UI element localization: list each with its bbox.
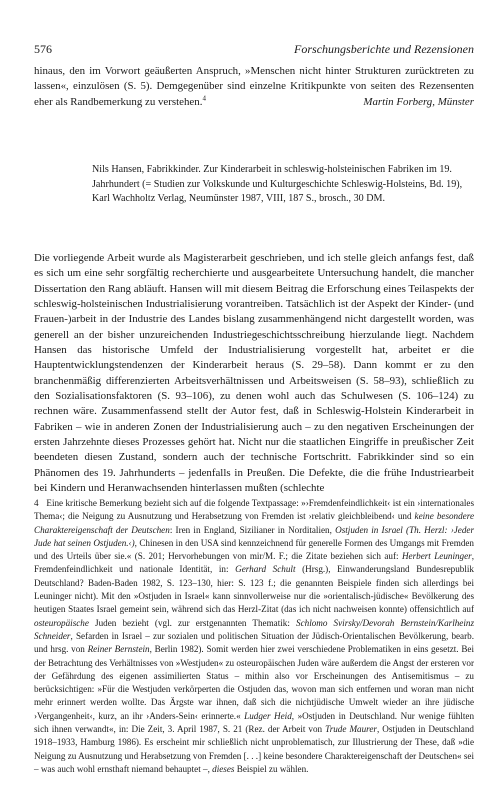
running-title: Forschungsberichte und Rezensionen xyxy=(294,42,474,56)
page-number: 576 xyxy=(34,42,52,56)
book-citation: Nils Hansen, Fabrikkinder. Zur Kinderarbeit in schleswig-holsteinischen Fabriken im 19. Jahrhundert (= Studien zur Volkskunde und Kulturgeschichte Schleswig-Holsteins, Bd. 19), Karl Wachholtz Verlag, Neumünster 1987, VIII, 187 S., brosch., 30 DM. xyxy=(92,164,463,205)
reviewer-signature: Martin Forberg, Münster xyxy=(363,95,474,108)
footnote-segment: , Sefarden in Israel – zur sozialen und politischen Situation der Jüdisch-Orientalischen Bevölkerung, bearb. und hrsg. von xyxy=(34,630,474,655)
previous-review-text: hinaus, den im Vorwort geäußerten Anspruch, »Menschen nicht hinter Strukturen zurücktreten zu lassen«, einzulösen (S. 5). Demgegenüber sind einzelne Kritikpunkte von seiten des Rezensenten eher als Randbemerkung zu verstehen. xyxy=(34,65,474,108)
footnote-segment: , Ostjuden in Deutschland 1918–1933, Hamburg 1986). Es erscheint mir schließlich nicht unproblematisch, zur Illustrierung der These, daß »die Neigung zu Ausnutzung und Herabsetzung von Fremden [. . .] keine besondere Charaktereigenschaft der Deutschen« sei – was auch wohl ernsthaft niemand behauptet –, xyxy=(34,724,474,774)
review-body: Die vorliegende Arbeit wurde als Magisterarbeit geschrieben, und ich stelle gleich anfangs fest, daß es sich um eine sehr sorgfältig recherchierte und ausgearbeitete Untersuchung handelt, die mancher Dissertation den Rang abläuft. Hansen will mit diesem Beitrag die Erforschung eines Teilaspekts der schleswig-holsteinischen Industrialisierung vorantreiben. Tatsächlich ist der Aspekt der Kinder- (und Frauen-)arbeit in der Industrie des Landes bislang zusammenhängend nicht dargestellt worden, was generell an der bisher unzureichenden Industriegeschichtsschreibung hierzulande liegt. Nachdem Hansen das historische Umfeld der Industrialisierung vorgestellt hat, arbeitet er die Hauptentwicklungstendenzen der Kinderarbeit heraus (S. 29–58). Dann kommt er zu den branchenmäßig differenzierten Arbeitsverhältnissen und Arbeitsweisen (S. 58–93), schließlich zu den Sozialisationsfaktoren (S. 93–106), zu denen wohl auch das Schulwesen (S. 106–124) zu rechnen wäre. Zusammenfassend stellt der Autor fest, daß in Schleswig-Holstein Kinderarbeit in Fabriken – wie in anderen Zonen der Industrialisierung auch – zu den negativen Erscheinungen der ersten Jahrzehnte dieses Prozesses gehört hat. Nicht nur die staatlichen Eingriffe in preußischer Zeit beendeten diesen Zustand, sondern auch der technische Fortschritt. Fabrikkinder sind so ein Phänomen des 19. Jahrhunderts – jedenfalls in Preußen. Die Defekte, die die frühe Industriearbeit bei Kindern und Heranwachsenden hinterlassen mußten (schlechte xyxy=(34,252,474,495)
footnote-segment: : Iren in England, Sizilianer in Norditalien, xyxy=(169,524,336,535)
footnote-segment: , Fremdenfeindlichkeit und nationale Identität, in: xyxy=(34,551,474,575)
footnote-emphasis: dieses xyxy=(212,763,235,774)
footnote-emphasis: Herbert Leuninger xyxy=(401,551,472,562)
footnote-text xyxy=(34,498,474,774)
footnote-number: 4 xyxy=(34,498,39,508)
footnote-segment: Eine kritische Bemerkung bezieht sich auf die folgende Textpassage: »›Fremdenfeindlichkeit‹ ist ein ›internationales Thema‹; die Neigung zu Ausnutzung und Herabsetzung von Fremden ist ›relativ gleichbleibend‹ und xyxy=(34,498,475,522)
footnote-emphasis: Trude Maurer xyxy=(325,724,377,735)
footnote-segment: Beispiel zu wählen. xyxy=(234,763,309,774)
footnote-segment: , Berlin 1982). Somit werden hier zwei verschiedene Problematiken in eins gesetzt. Bei der Betrachtung des Verhältnisses von »Westjuden« zu osteuropäischen Juden wäre außerdem die Angst der ersteren vor der Gefährdung des eigenen assimilierten Status – mithin also vor Erscheinungen des Antisemitismus – zu berücksichtigen: »Für die Westjuden verkörperten die Ostjuden das, wovon man sich entfernen und woran man nicht mehr erinnert werden wollte. Das Ärgste war ihnen, daß sich die nichtjüdische Umwelt wieder an ihre jüdische ›Vergangenheit‹, kurz, an ihr ›Anders-Sein‹ erinnerte.« xyxy=(34,644,474,721)
footnote-reference: 4 xyxy=(202,93,206,102)
footnote-emphasis: Gerhard Schult xyxy=(235,564,296,575)
footnote-emphasis: Reiner Bernstein xyxy=(87,644,150,655)
footnote-emphasis: osteuropäische xyxy=(34,617,89,628)
previous-review-ending xyxy=(34,64,474,110)
footnote-segment: , Chinesen in den USA sind kennzeichnend für generelle Formen des Umgangs mit Fremden und des Urteils über sie.« (S. 201; Hervorhebungen von mir/M. F.; die Zitate beziehen sich auf: xyxy=(34,537,474,562)
footnote-emphasis: Ostjuden in Israel (Th. Herzl: ›Jeder Jude hat seinen Ostjuden.‹) xyxy=(34,524,474,548)
footnote-emphasis: Ludger Heid xyxy=(244,710,292,721)
page-header xyxy=(34,41,474,57)
footnote-segment: , »Ostjuden in Deutschland. Nur wenige fühlten sich ihnen verwandt«, in: Die Zeit, 3. April 1987, S. 21 (Rez. der Arbeit von xyxy=(34,710,475,735)
footnote-segment: (Hrsg.), Einwanderungsland Bundesrepublik Deutschland? Baden-Baden 1982, S. 123–130, hier: S. 123 f.; die genannten Beispiele finden sich allerdings bei Leuninger nicht). Mit den »Ostjuden in Israel« kann sinnvollerweise nur die »orientalisch-jüdische« Bevölkerung des heutigen Staates Israel gemeint sein, während sich das Herzl-Zitat (das ich nicht nachweisen konnte) offensichtlich auf xyxy=(34,564,474,615)
footnote-emphasis: keine besondere Charaktereigenschaft der Deutschen xyxy=(34,511,474,535)
footnote-segment: Juden bezieht (vgl. zur erstgenannten Thematik: xyxy=(88,617,297,628)
footnote-4 xyxy=(34,497,474,776)
footnote-emphasis: Schlomo Svirsky/Devorah Bernstein/Karlheinz Schneider xyxy=(34,617,474,641)
